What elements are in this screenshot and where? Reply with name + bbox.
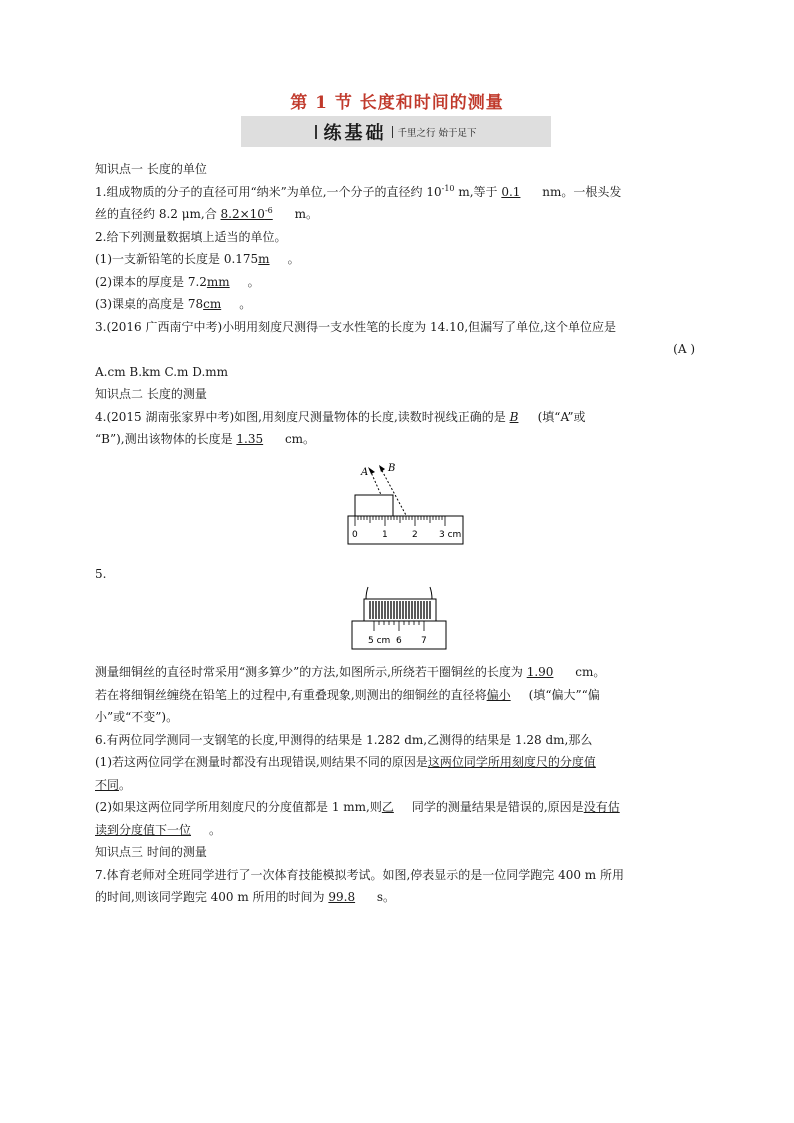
knowledge-point-1: 知识点一 长度的单位 (95, 162, 207, 176)
answer-blank[interactable]: 不同 (95, 777, 120, 792)
question-4: 4.(2015 湖南张家界中考)如图,用刻度尺测量物体的长度,读数时视线正确的是 B (填“A”或 (95, 406, 705, 429)
ruler-figure (335, 455, 465, 555)
practice-banner (241, 116, 551, 147)
answer-blank[interactable]: B (509, 409, 519, 424)
answer-blank[interactable]: 0.1 (501, 184, 521, 199)
ruler-tick-3: 3 cm (439, 529, 462, 540)
knowledge-point-2: 知识点二 长度的测量 (95, 387, 207, 401)
banner-bar (315, 125, 317, 139)
coil-tick-6: 6 (396, 636, 402, 646)
banner-sub: 千里之行 始于足下 (397, 127, 477, 139)
label-a: A (361, 466, 369, 478)
question-1: 1.组成物质的分子的直径可用“纳米”为单位,一个分子的直径约 $10^{-10}$ m,等于 0.1 nm。一根头发 (95, 181, 705, 204)
question-2: 2.给下列测量数据填上适当的单位。 (95, 229, 287, 244)
answer-blank[interactable]: m (258, 252, 270, 266)
banner-divider (392, 126, 393, 138)
section-title: 第 1 节 长度和时间的测量 (290, 93, 504, 113)
ruler-tick-2: 2 (412, 529, 418, 540)
question-3: 3.(2016 广西南宁中考)小明用刻度尺测得一支水性笔的长度为 14.10,但漏写了单位,这个单位应是 (95, 319, 616, 334)
question-5-cont: 若在将细铜丝缠绕在铅笔上的过程中,有重叠现象,则测出的细铜丝的直径将偏小 (填“偏大”“偏 (95, 684, 705, 707)
coil-tick-7: 7 (421, 636, 427, 646)
question-7: 7.体育老师对全班同学进行了一次体育技能模拟考试。如图,停表显示的是一位同学跑完 400 m 所用 (95, 867, 624, 882)
ruler-tick-1: 1 (382, 529, 388, 540)
banner-main: 练基础 (323, 122, 387, 144)
question-6-1: (1)若这两位同学在测量时都没有出现错误,则结果不同的原因是这两位同学所用刻度尺的分度值 (95, 751, 705, 774)
question-6-1-cont: 不同。 (95, 774, 705, 797)
answer-blank[interactable]: 偏小 (486, 687, 511, 702)
answer-blank[interactable]: 1.90 (526, 665, 554, 679)
answer-blank[interactable]: 这两位同学所用刻度尺的分度值 (427, 755, 596, 769)
question-6: 6.有两位同学测同一支钢笔的长度,甲测得的结果是 1.282 dm,乙测得的结果是 1.28 dm,那么 (95, 732, 593, 747)
label-b: B (388, 462, 396, 474)
answer-blank[interactable]: 没有估 (583, 800, 620, 814)
question-5: 5. (95, 566, 107, 581)
answer-blank[interactable]: 读到分度值下一位 (95, 822, 192, 837)
answer-blank[interactable]: 99.8 (328, 890, 356, 904)
answer-blank[interactable]: 1.35 (236, 432, 264, 446)
question-4-cont: “B”),测出该物体的长度是 1.35 cm。 (95, 428, 705, 451)
question-6-2: (2)如果这两位同学所用刻度尺的分度值都是 1 mm,则乙 同学的测量结果是错误的,原因是没有估 (95, 796, 705, 819)
question-1-cont: 丝的直径约 8.2 μm,合 $8.2\times 10^{-6}$ m。 (95, 203, 705, 226)
question-2-1: (1)一支新铅笔的长度是 0.175m 。 (95, 248, 705, 271)
coil-tick-5: 5 cm (368, 636, 391, 646)
question-5-text: 测量细铜丝的直径时常采用“测多算少”的方法,如图所示,所绕若干圈铜丝的长度为 1.90 cm。 (95, 661, 705, 684)
answer-blank[interactable]: $8.2\times 10^{-6}$ (220, 206, 273, 221)
answer-blank[interactable]: cm (203, 297, 222, 311)
ruler-tick-0: 0 (352, 529, 358, 540)
question-3-options: A.cm B.km C.m D.mm (95, 364, 229, 379)
answer-blank[interactable]: mm (206, 274, 230, 289)
question-6-2-cont: 读到分度值下一位 。 (95, 819, 705, 842)
knowledge-point-3: 知识点三 时间的测量 (95, 845, 207, 859)
worksheet-body (95, 158, 705, 909)
question-3-answer: (A ) (673, 342, 695, 356)
answer-blank[interactable]: 乙 (381, 800, 394, 814)
question-2-3: (3)课桌的高度是 78cm 。 (95, 293, 705, 316)
question-2-2: (2)课本的厚度是 7.2mm 。 (95, 271, 705, 294)
coil-figure (350, 585, 450, 655)
question-7-cont: 的时间,则该同学跑完 400 m 所用的时间为 99.8 s。 (95, 886, 705, 909)
question-5-end: 小”或“不变”)。 (95, 710, 179, 724)
